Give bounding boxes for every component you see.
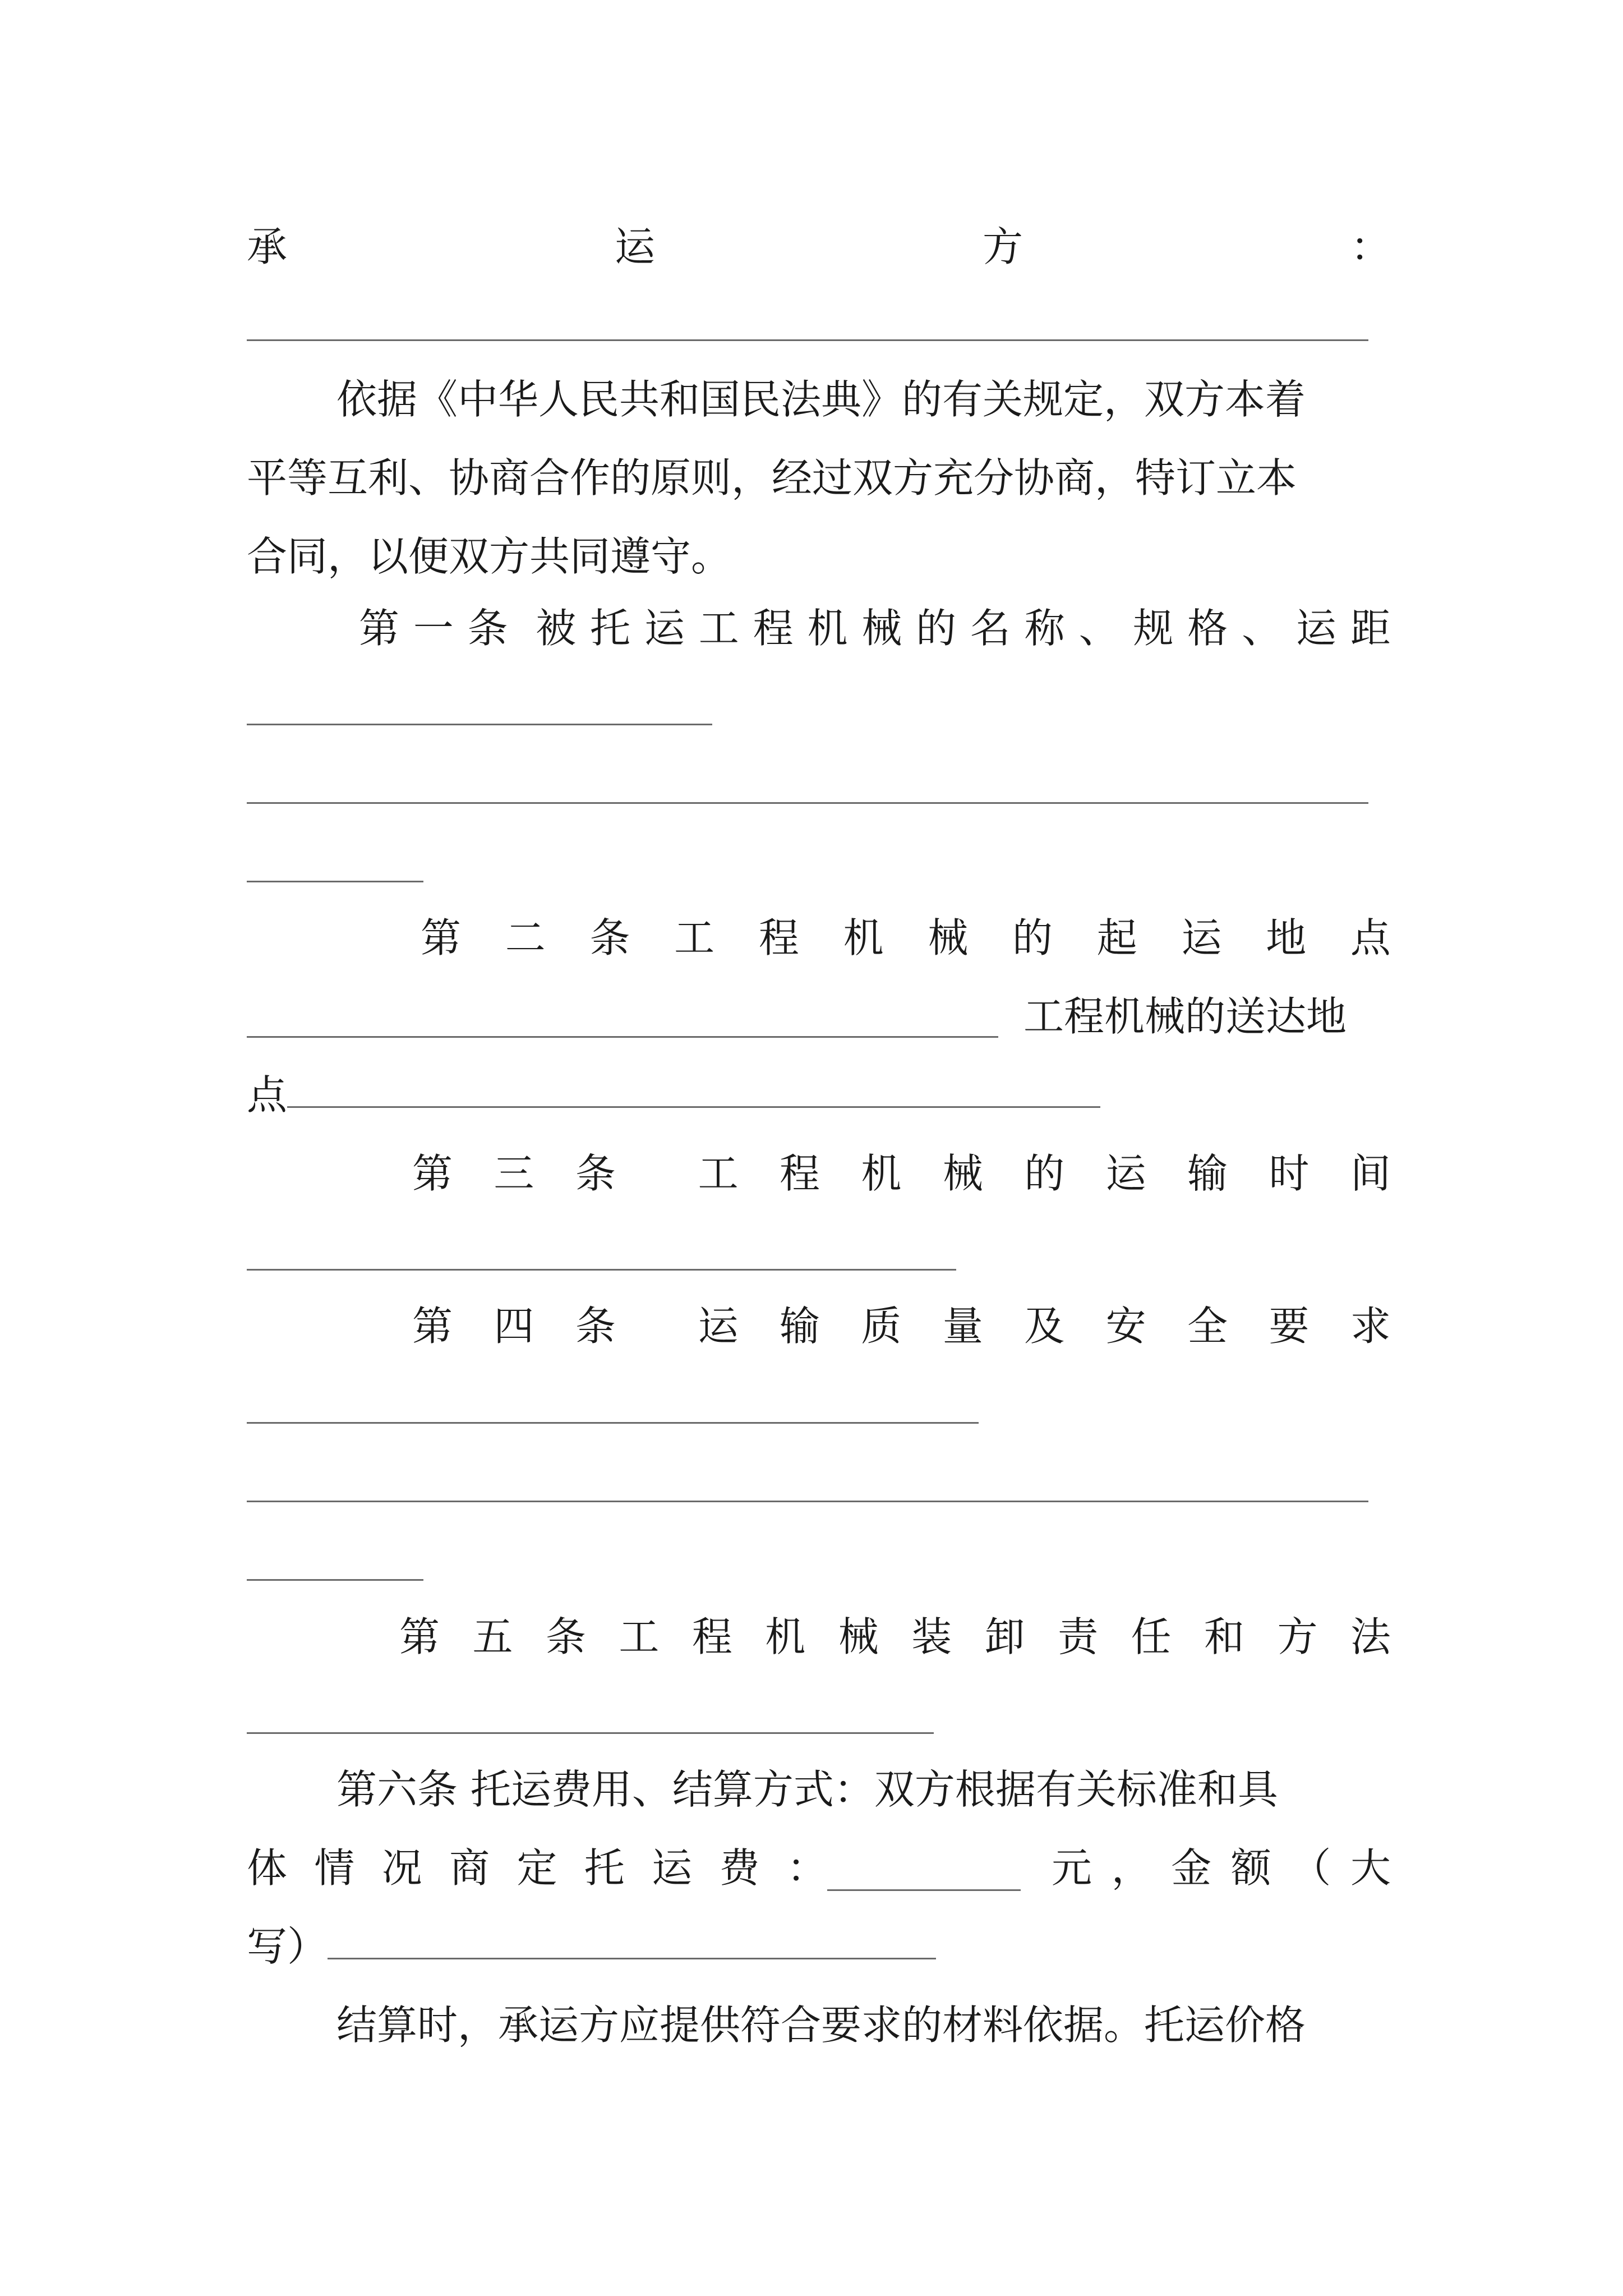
article-3-char: 程 (780, 1150, 820, 1197)
article-2-char: 程 (758, 914, 799, 961)
article-1-blank-3[interactable] (247, 881, 423, 882)
preamble-line-2: 平等互利、协商合作的原则，经过双方充分协商，特订立本 (247, 454, 1297, 501)
article-5-char: 械 (838, 1613, 879, 1660)
article-4-blank-3[interactable] (247, 1579, 423, 1581)
article-2-heading (421, 915, 1391, 960)
article-3-char: 第 (412, 1150, 453, 1197)
article-6-fee-char: 商 (449, 1844, 490, 1892)
article-5-blank[interactable] (247, 1732, 934, 1734)
article-5-char: 五 (472, 1613, 513, 1660)
article-5-char: 第 (399, 1613, 440, 1660)
article-1-char: 名 (970, 605, 1011, 652)
article-6-fee-tail (1052, 1846, 1391, 1890)
article-6-tail-char: 大 (1350, 1844, 1391, 1892)
article-2-char: 的 (1012, 914, 1053, 961)
article-4-char: 运 (698, 1303, 739, 1350)
article-4-char: 条 (575, 1303, 616, 1350)
article-2-char: 条 (589, 914, 630, 961)
article-6-fee-char: 体 (247, 1844, 288, 1892)
article-3-char: 机 (861, 1150, 902, 1197)
article-1-char: 条 (467, 605, 508, 652)
article-3-char: 三 (494, 1150, 534, 1197)
article-2-char: 地 (1266, 914, 1307, 961)
article-4-char: 全 (1187, 1303, 1228, 1350)
article-4-blank-2[interactable] (247, 1501, 1368, 1502)
article-5-char: 责 (1058, 1613, 1099, 1660)
carrier-party-line (247, 224, 1391, 269)
carrier-char: 运 (614, 223, 655, 270)
article-5-char: 卸 (984, 1613, 1025, 1660)
article-6-line-3 (247, 1924, 1391, 1969)
settlement-line-1: 结算时，承运方应提供符合要求的材料依据。托运价格 (336, 2001, 1306, 2049)
article-5-char: 任 (1131, 1613, 1172, 1660)
article-1-char: 第 (359, 605, 400, 652)
article-3-char: 间 (1350, 1150, 1391, 1197)
article-3-char: 工 (698, 1150, 739, 1197)
article-1-char: 规 (1133, 605, 1174, 652)
article-5-char: 方 (1277, 1613, 1318, 1660)
article-1-char: 机 (807, 605, 848, 652)
article-4-char: 安 (1105, 1303, 1146, 1350)
article-1-char: 一 (413, 605, 454, 652)
article-5-char: 程 (691, 1613, 732, 1660)
article-3-char: 的 (1024, 1150, 1065, 1197)
article-2-char: 械 (928, 914, 969, 961)
article-1-char: 格 (1187, 605, 1228, 652)
article-6-line-2 (247, 1846, 1391, 1890)
article-5-char: 条 (545, 1613, 586, 1660)
article-6-line-1: 第六条 托运费用、结算方式：双方根据有关标准和具 (336, 1766, 1278, 1813)
preamble-line-1: 依据《中华人民共和国民法典》的有关规定，双方本着 (336, 376, 1306, 423)
article-3-char: 运 (1105, 1150, 1146, 1197)
article-6-fee-char: 定 (517, 1844, 557, 1892)
article-2-char: 起 (1096, 914, 1137, 961)
article-6-fee-char: 运 (652, 1844, 693, 1892)
article-2-destination-blank[interactable] (287, 1106, 1100, 1108)
article-5-char: 装 (911, 1613, 952, 1660)
article-3-char: 时 (1269, 1150, 1310, 1197)
article-2-destination-label: 工程机械的送达地 (1023, 993, 1347, 1040)
article-3-char: 条 (575, 1150, 616, 1197)
article-6-fee-char: 费 (719, 1844, 760, 1892)
article-5-char: 和 (1204, 1613, 1244, 1660)
article-1-char: 距 (1350, 605, 1391, 652)
article-2-destination-line (247, 1073, 1391, 1117)
article-4-char: 要 (1269, 1303, 1310, 1350)
article-6-tail-char: 额 (1230, 1844, 1271, 1892)
article-2-char: 机 (843, 914, 884, 961)
article-1-char: 托 (590, 605, 631, 652)
article-1-heading (359, 606, 1391, 651)
article-6-tail-char: 元 (1052, 1844, 1092, 1892)
article-6-fee-char: ： (786, 1844, 827, 1892)
article-4-char: 量 (942, 1303, 983, 1350)
article-4-char: 质 (861, 1303, 902, 1350)
article-1-char: 械 (861, 605, 902, 652)
article-2-char: 二 (505, 914, 546, 961)
article-6-fee-char: 况 (381, 1844, 422, 1892)
article-1-char: 的 (916, 605, 957, 652)
article-1-char: 被 (536, 605, 577, 652)
article-1-char: 工 (698, 605, 739, 652)
article-4-char: 及 (1024, 1303, 1065, 1350)
article-5-char: 机 (765, 1613, 806, 1660)
article-5-char: 法 (1350, 1613, 1391, 1660)
article-6-amount-words-label: 写） (247, 1923, 328, 1970)
article-6-fee-char: 情 (314, 1844, 355, 1892)
article-2-char: 工 (674, 914, 715, 961)
article-4-char: 第 (412, 1303, 453, 1350)
article-2-char: 第 (421, 914, 462, 961)
article-3-char: 械 (942, 1150, 983, 1197)
article-1-char: 称 (1024, 605, 1065, 652)
carrier-char: 承 (247, 223, 288, 270)
article-6-fee-amount-blank[interactable] (827, 1889, 1021, 1891)
article-6-tail-char: （ (1290, 1844, 1331, 1892)
article-1-blank-1[interactable] (247, 724, 712, 725)
article-1-char: 运 (1295, 605, 1336, 652)
article-1-char: 、 (1242, 605, 1283, 652)
article-6-tail-char: 金 (1171, 1844, 1212, 1892)
article-4-char: 输 (780, 1303, 820, 1350)
article-5-char: 工 (619, 1613, 660, 1660)
article-2-char: 点 (1350, 914, 1391, 961)
article-3-blank[interactable] (247, 1269, 956, 1271)
article-6-fee-label (247, 1846, 827, 1890)
article-1-blank-2[interactable] (247, 802, 1368, 804)
carrier-char: ： (1350, 223, 1391, 270)
article-2-destination-end: 点 (247, 1071, 288, 1119)
article-1-char: 运 (644, 605, 685, 652)
article-2-origin-blank[interactable] (247, 1036, 998, 1038)
article-4-heading (412, 1304, 1391, 1349)
carrier-char: 方 (982, 223, 1023, 270)
article-6-fee-char: 托 (584, 1844, 625, 1892)
article-6-amount-words-blank[interactable] (328, 1958, 936, 1959)
article-3-heading (412, 1151, 1391, 1196)
article-5-heading (399, 1614, 1391, 1659)
article-4-char: 四 (494, 1303, 534, 1350)
carrier-name-blank[interactable] (247, 339, 1368, 341)
article-4-char: 求 (1350, 1303, 1391, 1350)
article-3-char: 输 (1187, 1150, 1228, 1197)
preamble-line-3: 合同，以便双方共同遵守。 (247, 533, 732, 580)
article-2-char: 运 (1181, 914, 1222, 961)
article-1-char: 程 (753, 605, 794, 652)
article-4-blank-1[interactable] (247, 1422, 979, 1424)
article-1-char: 、 (1078, 605, 1119, 652)
article-6-tail-char: ， (1111, 1844, 1152, 1892)
